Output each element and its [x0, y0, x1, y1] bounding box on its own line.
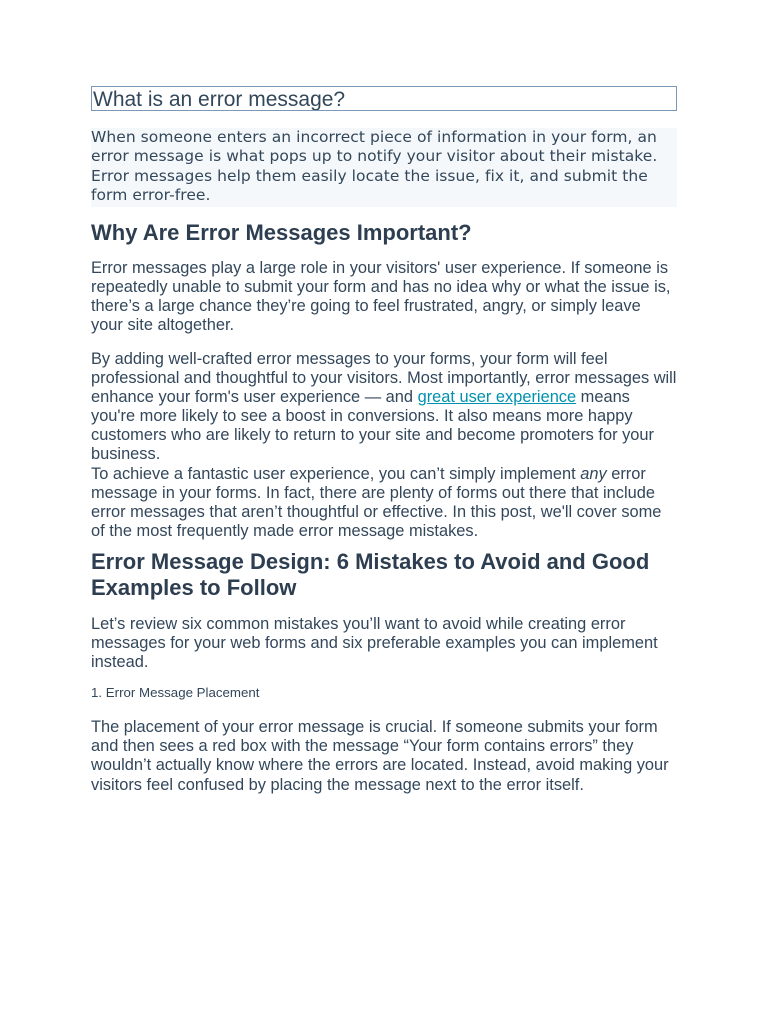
great-user-experience-link[interactable]: great user experience — [417, 388, 577, 407]
article — [91, 86, 677, 795]
paragraph-text: By adding well-crafted error messages to your forms, your form will feel professional and thoughtful to your visitors. Most importantly, error messages will enhance your form's user experience — and — [91, 350, 677, 407]
paragraph-placement: The placement of your error message is crucial. If someone submits your form and then sees a red box with the message “Your form contains errors” they wouldn’t actually know where the errors are located. Instead, avoid making your visitors feel confused by placing the message next to the error itself. — [91, 718, 669, 794]
paragraph-text: means you're more likely to see a boost in conversions. It also means more happy customers who are likely to return to your site and become promoters for your business. — [91, 388, 654, 464]
section-heading-mistakes: Error Message Design: 6 Mistakes to Avoid and Good Examples to Follow — [91, 548, 650, 600]
paragraph-well-crafted — [91, 350, 677, 465]
emphasis-any: any — [580, 464, 607, 483]
page-title: What is an error message? — [91, 86, 677, 111]
subheading-placement: 1. Error Message Placement — [91, 685, 260, 701]
paragraph-visitor-experience: Error messages play a large role in your visitors' user experience. If someone is repeatedly unable to submit your form and has no idea why or what the issue is, there’s a large chance they’re going to feel frustrated, angry, or simply leave your site altogether. — [91, 258, 671, 334]
paragraph-text: error message in your forms. In fact, there are plenty of forms out there that include error messages that aren’t thoughtful or effective. In this post, we'll cover some of the most frequently made error message mistakes. — [91, 464, 662, 540]
paragraph-review-mistakes: Let’s review six common mistakes you’ll want to avoid while creating error messages for your web forms and six preferable examples you can implement instead. — [91, 614, 658, 672]
paragraph-fantastic-experience — [91, 465, 677, 541]
paragraph-text: To achieve a fantastic user experience, you can’t simply implement — [91, 464, 581, 483]
section-heading-importance: Why Are Error Messages Important? — [91, 219, 472, 245]
intro-paragraph: When someone enters an incorrect piece of information in your form, an error message is what pops up to notify your visitor about their mistake. Error messages help them easily locate the issue, fix it, and submit the form error-free. — [91, 128, 677, 207]
